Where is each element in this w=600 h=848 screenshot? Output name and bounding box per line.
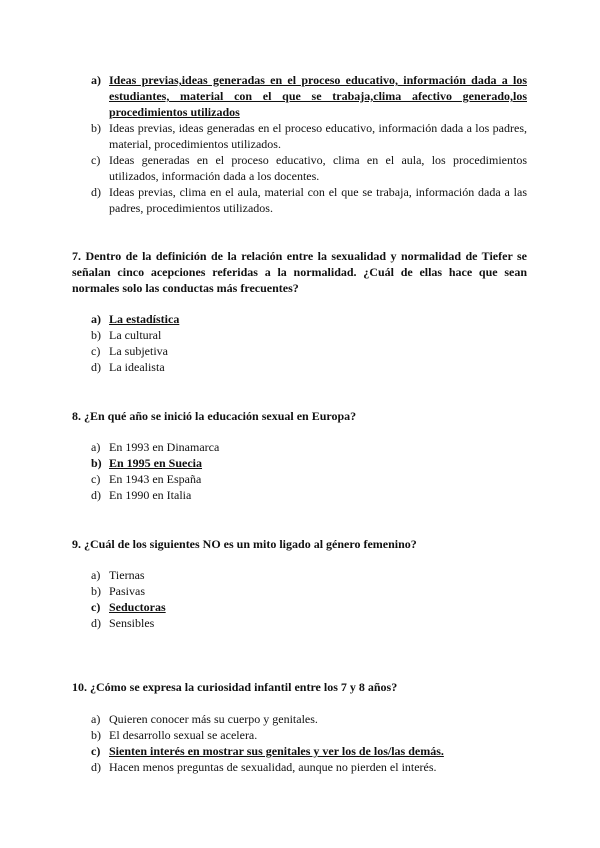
option-letter: c) (91, 153, 101, 167)
option-text: En 1993 en Dinamarca (109, 440, 220, 454)
option-text: Seductoras (109, 600, 166, 614)
option-item (72, 727, 527, 743)
option-text: Ideas previas, ideas generadas en el proceso educativo, información dada a los padres, material, procedimientos utilizados. (109, 121, 527, 151)
option-letter: b) (91, 328, 101, 342)
option-letter: b) (91, 584, 101, 598)
option-item (72, 487, 527, 503)
option-item (72, 184, 527, 216)
question-10 (72, 679, 527, 695)
option-item (72, 615, 527, 631)
option-list (72, 567, 527, 631)
question-6-options (72, 72, 527, 216)
option-item (72, 567, 527, 583)
option-text: Tiernas (109, 568, 145, 582)
option-letter: d) (91, 360, 101, 374)
option-text: La cultural (109, 328, 162, 342)
option-item (72, 439, 527, 455)
question-7-options (72, 311, 527, 375)
option-letter: c) (91, 744, 101, 758)
question-8-title: 8. ¿En qué año se inició la educación sexual en Europa? (72, 409, 357, 423)
option-letter: b) (91, 121, 101, 135)
option-item (72, 471, 527, 487)
question-8-options (72, 439, 527, 503)
option-text: Ideas previas,ideas generadas en el proceso educativo, información dada a los estudiantes, material con el que se trabaja,clima afectivo generado,los procedimientos utilizados (109, 73, 527, 119)
question-7 (72, 248, 527, 296)
option-text: Quieren conocer más su cuerpo y genitales. (109, 712, 318, 726)
option-letter: a) (91, 568, 101, 582)
option-list (72, 311, 527, 375)
option-list (72, 439, 527, 503)
option-letter: c) (91, 600, 101, 614)
option-text: La subjetiva (109, 344, 168, 358)
option-item (72, 759, 527, 775)
option-text: La estadística (109, 312, 180, 326)
option-letter: d) (91, 760, 101, 774)
option-text: Sensibles (109, 616, 155, 630)
option-list (72, 711, 527, 775)
option-letter: a) (91, 73, 101, 87)
option-item (72, 359, 527, 375)
option-letter: c) (91, 344, 101, 358)
option-text: En 1995 en Suecia (109, 456, 203, 470)
option-text: Hacen menos preguntas de sexualidad, aunque no pierden el interés. (109, 760, 437, 774)
question-7-title: 7. Dentro de la definición de la relación entre la sexualidad y normalidad de Tiefer se señalan cinco acepciones referidas a la normalidad. ¿Cuál de ellas hace que sean normales solo las conductas más frecuentes? (72, 249, 527, 295)
option-text: Pasivas (109, 584, 145, 598)
option-letter: b) (91, 728, 101, 742)
option-text: Sienten interés en mostrar sus genitales y ver los de los/las demás. (109, 744, 444, 758)
option-item (72, 711, 527, 727)
option-text: En 1990 en Italia (109, 488, 192, 502)
question-9-options (72, 567, 527, 631)
option-item (72, 343, 527, 359)
option-item-correct (72, 311, 527, 327)
option-text: La idealista (109, 360, 165, 374)
option-item (72, 120, 527, 152)
option-text: En 1943 en España (109, 472, 202, 486)
option-item-correct (72, 455, 527, 471)
option-letter: d) (91, 488, 101, 502)
option-list (72, 72, 527, 216)
question-10-title: 10. ¿Cómo se expresa la curiosidad infantil entre los 7 y 8 años? (72, 680, 398, 694)
option-letter: b) (91, 456, 102, 470)
question-9-title: 9. ¿Cuál de los siguientes NO es un mito ligado al género femenino? (72, 537, 417, 551)
question-10-options (72, 711, 527, 775)
option-text: Ideas previas, clima en el aula, material con el que se trabaja, información dada a las padres, procedimientos utilizados. (109, 185, 527, 215)
option-letter: a) (91, 312, 101, 326)
option-item (72, 327, 527, 343)
option-item-correct (72, 743, 527, 759)
option-item-correct (72, 599, 527, 615)
option-letter: d) (91, 616, 101, 630)
option-letter: d) (91, 185, 101, 199)
option-text: El desarrollo sexual se acelera. (109, 728, 258, 742)
option-letter: a) (91, 440, 101, 454)
option-item (72, 152, 527, 184)
option-text: Ideas generadas en el proceso educativo, clima en el aula, los procedimientos utilizados, información dada a los docentes. (109, 153, 527, 183)
option-item-correct (72, 72, 527, 120)
question-9 (72, 536, 527, 552)
question-8 (72, 408, 527, 424)
option-letter: c) (91, 472, 101, 486)
option-item (72, 583, 527, 599)
option-letter: a) (91, 712, 101, 726)
